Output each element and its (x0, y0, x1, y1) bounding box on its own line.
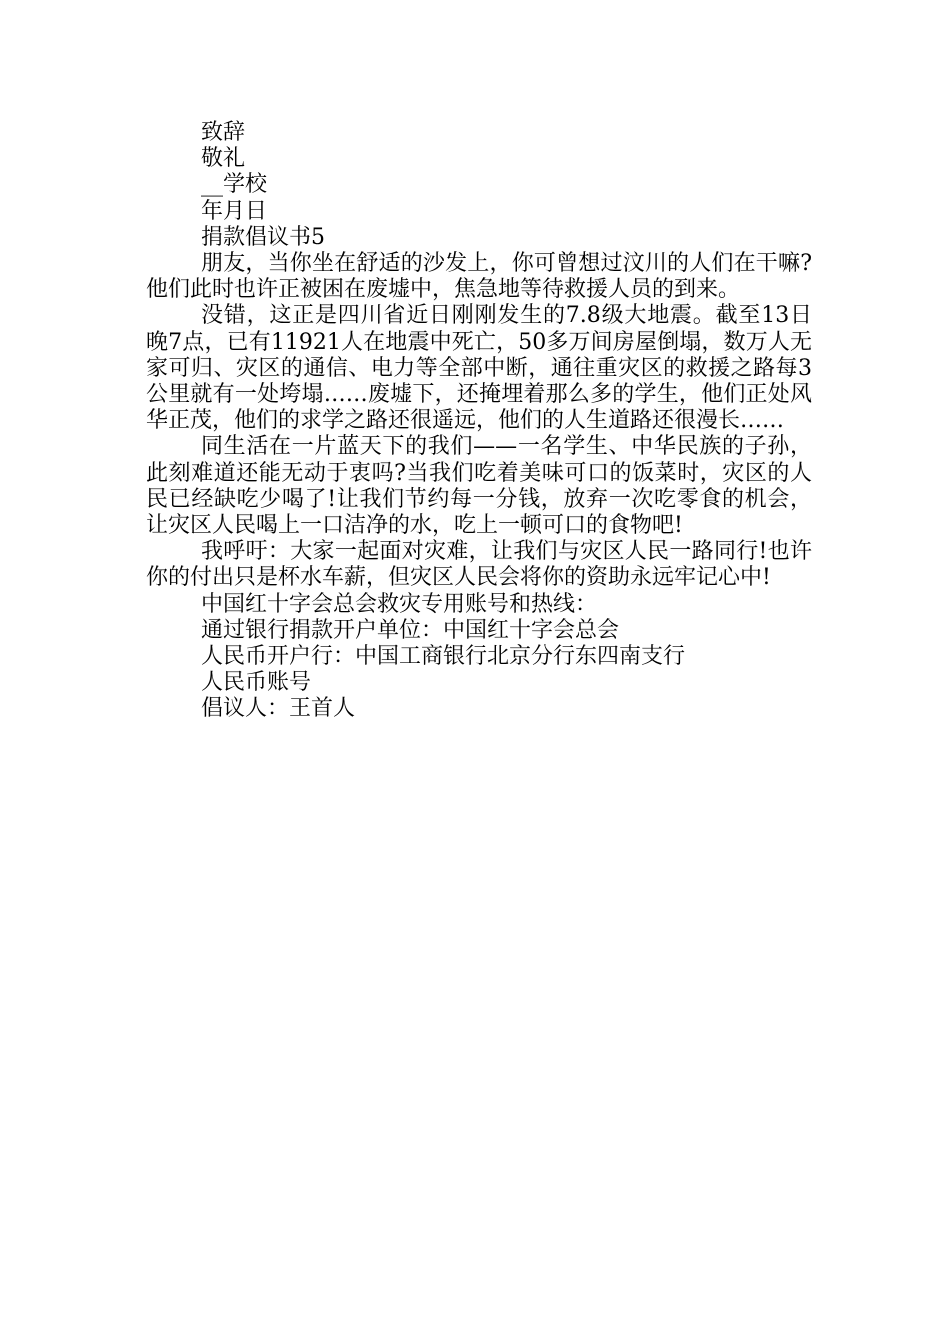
initiator: 倡议人：王首人 (201, 696, 356, 722)
paragraph-earthquake: 没错，这正是四川省近日刚刚发生的7.8级大地震。截至13日晚7点，已有11921人在地震中死亡，50多万间房屋倒塌，数万人无家可归、灾区的通信、电力等全部中断，通往重灾区的救援之路每3公里就有一处垮塌……废墟下，还掩埋着那么多的学生，他们正处风华正茂，他们的求学之路还很遥远，他们的人生道路还很漫长…… (146, 303, 812, 434)
paragraph-intro: 朋友，当你坐在舒适的沙发上，你可曾想过汶川的人们在干嘛?他们此时也许正被困在废墟中，焦急地等待救援人员的到来。 (146, 251, 812, 303)
account-number: 人民币账号 (201, 670, 312, 696)
account-heading: 中国红十字会总会救灾专用账号和热线： (201, 591, 598, 617)
signature-date: 年月日 (201, 198, 268, 224)
closing-line-jingli: 敬礼 (201, 146, 246, 172)
account-unit: 通过银行捐款开户单位：中国红十字会总会 (201, 617, 620, 643)
document-body (146, 120, 812, 723)
closing-line-zhici: 致辞 (201, 120, 246, 145)
paragraph-call: 我呼吁：大家一起面对灾难，让我们与灾区人民一路同行!也许你的付出只是杯水车薪，但灾区人民会将你的资助永远牢记心中! (146, 539, 812, 591)
section-title: 捐款倡议书5 (201, 224, 325, 250)
signature-school: __学校 (201, 172, 268, 198)
paragraph-appeal: 同生活在一片蓝天下的我们——一名学生、中华民族的子孙，此刻难道还能无动于衷吗?当我们吃着美味可口的饭菜时，灾区的人民已经缺吃少喝了!让我们节约每一分钱，放弃一次吃零食的机会，让灾区人民喝上一口洁净的水，吃上一顿可口的食物吧! (146, 434, 812, 539)
account-bank: 人民币开户行：中国工商银行北京分行东四南支行 (201, 644, 686, 670)
